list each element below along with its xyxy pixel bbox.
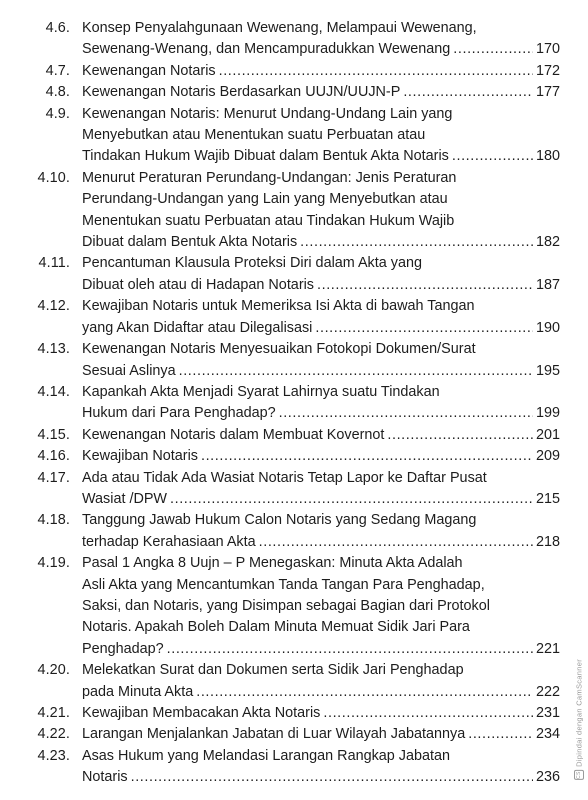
toc-entry-line [82,703,560,724]
toc-entry-body [82,253,560,296]
toc-entry-line [82,61,560,82]
toc-entry-line: Kapankah Akta Menjadi Syarat Lahirnya suatu Tindakan [82,383,440,400]
toc-dot-leader [179,361,533,382]
toc-entry [0,168,560,254]
toc-entry-body [82,746,560,789]
toc-entry-body [82,660,560,703]
toc-entry-number: 4.10. [37,169,70,186]
toc-entry-body [82,82,560,103]
toc-entry [0,746,560,789]
toc-page-number: 172 [535,62,560,79]
scanner-watermark [574,659,584,780]
toc-entry-number: 4.16. [37,448,70,465]
toc-entry-line [82,767,560,788]
toc-dot-leader [259,532,533,553]
toc-entry-line [82,39,560,60]
toc-entry-line: Saksi, dan Notaris, yang Disimpan sebagai Bagian dari Protokol [82,597,490,614]
toc-entry-title-text: Dibuat oleh atau di Hadapan Notaris [82,276,314,293]
toc-entry [0,425,560,446]
toc-entry-line [82,146,560,167]
toc-entry-line [82,639,560,660]
toc-entry [0,382,560,425]
toc-dot-leader [131,767,533,788]
toc-entry-line [82,403,560,424]
toc-entry-line: Asas Hukum yang Melandasi Larangan Rangkap Jabatan [82,747,450,764]
toc-entry-line: Kewajiban Notaris untuk Memeriksa Isi Akta di bawah Tangan [82,298,475,315]
toc-dot-leader [167,639,533,660]
toc-entry [0,724,560,745]
toc-entry-number: 4.11. [38,255,70,272]
toc-entry-line: Menyebutkan atau Menentukan suatu Perbuatan atau [82,127,426,144]
toc-entry-body [82,61,560,82]
toc-entry [0,703,560,724]
toc-entry-number: 4.15. [37,426,70,443]
toc-entry-number: 4.22. [37,726,70,743]
toc-entry-number: 4.18. [37,512,70,529]
toc-entry [0,61,560,82]
toc-page-number: 180 [535,148,560,165]
toc-page-number: 190 [535,319,560,336]
toc-entry-line [82,489,560,510]
toc-entry-body [82,703,560,724]
scanner-watermark-text: Dipindai dengan CamScanner [574,659,584,767]
toc-entry-title-text: Tindakan Hukum Wajib Dibuat dalam Bentuk Akta Notaris [82,148,449,165]
toc-entry-line [82,361,560,382]
toc-entry-line: Kewenangan Notaris Menyesuaikan Fotokopi Dokumen/Surat [82,341,476,358]
toc-page-number: 236 [535,769,560,786]
toc-entry-body [82,510,560,553]
toc-page-number: 199 [535,405,560,422]
toc-entry-number: 4.23. [37,747,70,764]
toc-entry-line [82,425,560,446]
toc-entry-body [82,168,560,254]
toc-entry [0,104,560,168]
toc-dot-leader [323,703,533,724]
toc-entry-title-text: terhadap Kerahasiaan Akta [82,533,256,550]
toc-entry [0,510,560,553]
toc-page-number: 195 [535,362,560,379]
toc-entry-body [82,18,560,61]
toc-page-number: 170 [535,41,560,58]
toc-entry-line: Asli Akta yang Mencantumkan Tanda Tangan Para Penghadap, [82,576,485,593]
toc-entry-number: 4.9. [45,105,70,122]
table-of-contents [0,18,560,789]
toc-entry-line: Tanggung Jawab Hukum Calon Notaris yang Sedang Magang [82,512,477,529]
toc-entry-title-text: Hukum dari Para Penghadap? [82,405,276,422]
toc-entry-number: 4.14. [37,383,70,400]
toc-entry-number: 4.21. [37,705,70,721]
toc-entry-line [82,532,560,553]
toc-entry-line: Pencantuman Klausula Proteksi Diri dalam Akta yang [82,255,422,272]
toc-page-number: 215 [535,490,560,507]
toc-entry-title-text: yang Akan Didaftar atau Dilegalisasi [82,319,313,336]
toc-page-number: 234 [535,726,560,743]
toc-page-number: 221 [535,640,560,657]
toc-entry-line [82,82,560,103]
toc-entry [0,82,560,103]
toc-page-number: 231 [535,705,560,721]
toc-entry-title-text: pada Minuta Akta [82,683,194,700]
toc-entry-title-text: Kewenangan Notaris [82,62,216,79]
toc-entry-title-text: Kewenangan Notaris dalam Membuat Kovernot [82,426,385,443]
toc-entry-line [82,724,560,745]
toc-entry-line [82,446,560,467]
toc-dot-leader [196,682,533,703]
toc-entry-body [82,468,560,511]
toc-entry-title-text: Wasiat /DPW [82,490,168,507]
toc-entry-title-text: Kewajiban Membacakan Akta Notaris [82,705,321,721]
toc-entry-title-text: Sesuai Aslinya [82,362,176,379]
toc-entry [0,446,560,467]
toc-entry [0,18,560,61]
toc-dot-leader [170,489,533,510]
toc-entry-number: 4.6. [45,20,70,36]
toc-entry-line [82,232,560,253]
toc-entry-line: Pasal 1 Angka 8 Uujn – P Menegaskan: Minuta Akta Adalah [82,555,463,572]
toc-entry [0,553,560,660]
toc-entry-number: 4.8. [45,84,70,101]
toc-entry-line: Notaris. Apakah Boleh Dalam Minuta Memuat Sidik Jari Para [82,619,470,636]
toc-entry-body [82,339,560,382]
toc-entry [0,468,560,511]
toc-dot-leader [219,61,533,82]
toc-page-number: 218 [535,533,560,550]
toc-entry-title-text: Sewenang-Wenang, dan Mencampuradukkan Wewenang [82,41,451,58]
toc-entry-title-text: Kewajiban Notaris [82,448,198,465]
camscanner-icon: CS [576,771,582,779]
toc-entry-number: 4.7. [45,62,70,79]
toc-dot-leader [452,146,533,167]
toc-entry [0,253,560,296]
toc-entry-line: Ada atau Tidak Ada Wasiat Notaris Tetap Lapor ke Daftar Pusat [82,469,487,486]
toc-dot-leader [468,724,533,745]
toc-page-number: 182 [535,234,560,251]
toc-entry-body [82,553,560,660]
toc-dot-leader [300,232,533,253]
toc-entry-line [82,318,560,339]
toc-entry [0,339,560,382]
toc-dot-leader [453,39,533,60]
toc-page-number: 222 [535,683,560,700]
toc-entry [0,296,560,339]
toc-page-number: 177 [535,84,560,101]
toc-entry-number: 4.19. [37,555,70,572]
toc-entry-line: Melekatkan Surat dan Dokumen serta Sidik Jari Penghadap [82,662,464,679]
toc-entry-title-text: Larangan Menjalankan Jabatan di Luar Wilayah Jabatannya [82,726,466,743]
toc-page-number: 209 [535,448,560,465]
toc-entry [0,660,560,703]
toc-page-number: 187 [535,276,560,293]
toc-entry-line [82,275,560,296]
toc-entry-title-text: Penghadap? [82,640,164,657]
toc-dot-leader [403,82,533,103]
toc-entry-line: Menurut Peraturan Perundang-Undangan: Jenis Peraturan [82,169,457,186]
toc-entry-line: Konsep Penyalahgunaan Wewenang, Melampaui Wewenang, [82,20,477,36]
toc-entry-title-text: Dibuat dalam Bentuk Akta Notaris [82,234,298,251]
toc-entry-number: 4.12. [37,298,70,315]
toc-entry-line: Perundang-Undangan yang Lain yang Menyebutkan atau [82,191,448,208]
toc-entry-body [82,446,560,467]
toc-entry-body [82,382,560,425]
toc-entry-line: Menentukan suatu Perbuatan atau Tindakan Hukum Wajib [82,212,455,229]
toc-dot-leader [387,425,533,446]
toc-entry-title-text: Kewenangan Notaris Berdasarkan UUJN/UUJN-P [82,84,401,101]
toc-entry-title-text: Notaris [82,769,128,786]
toc-entry-number: 4.13. [37,341,70,358]
toc-dot-leader [317,275,533,296]
toc-dot-leader [315,318,533,339]
toc-entry-line: Kewenangan Notaris: Menurut Undang-Undang Lain yang [82,105,453,122]
toc-entry-body [82,425,560,446]
toc-entry-line [82,682,560,703]
toc-entry-body [82,296,560,339]
toc-dot-leader [201,446,533,467]
toc-dot-leader [279,403,533,424]
toc-entry-number: 4.17. [37,469,70,486]
toc-entry-body [82,724,560,745]
toc-page-number: 201 [535,426,560,443]
toc-entry-body [82,104,560,168]
toc-entry-number: 4.20. [37,662,70,679]
